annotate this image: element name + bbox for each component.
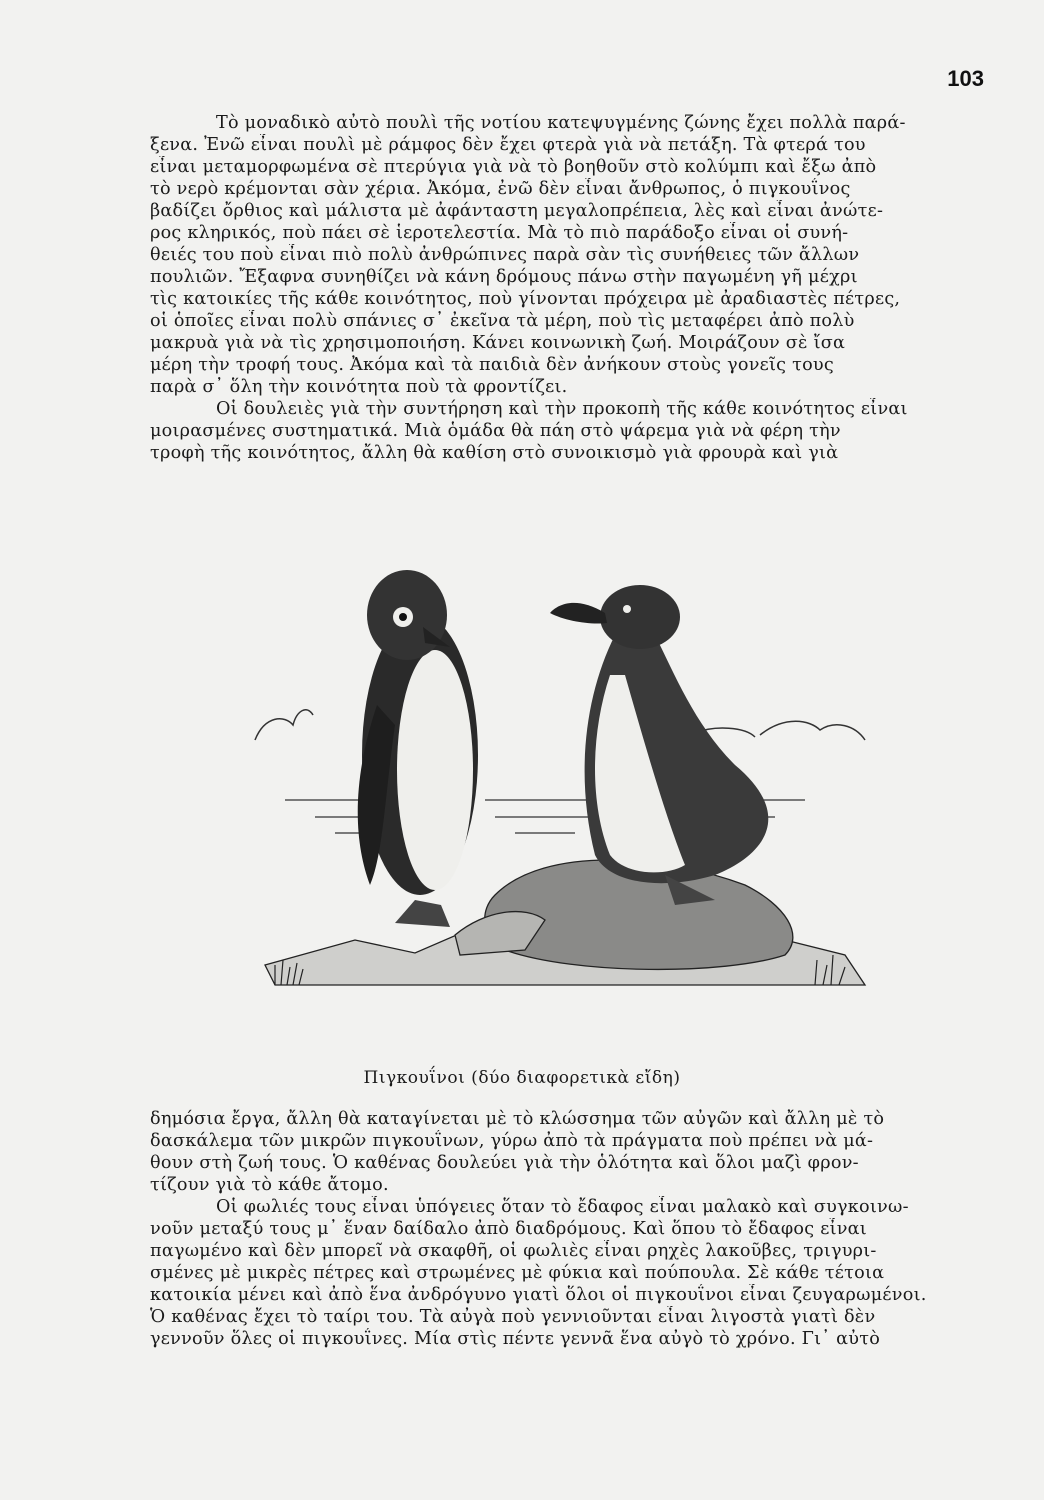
- cloud-strokes: [255, 710, 865, 740]
- text-line: θουν στὴ ζωή τους. Ὁ καθένας δουλεύει γιὰ τὴν ὁλότητα καὶ ὅλοι μαζὶ φρον-: [150, 1153, 859, 1173]
- body-text-bottom: [150, 1108, 990, 1350]
- text-line: βαδίζει ὄρθιος καὶ μάλιστα μὲ ἀφάνταστη μεγαλοπρέπεια, λὲς καὶ εἶναι ἀνώτε-: [150, 201, 884, 221]
- text-line: τὶς κατοικίες τῆς κάθε κοινότητος, ποὺ γίνονται πρόχειρα μὲ ἀραδιαστὲς πέτρες,: [150, 289, 901, 309]
- text-line: σμένες μὲ μικρὲς πέτρες καὶ στρωμένες μὲ φύκια καὶ πούπουλα. Σὲ κάθε τέτοια: [150, 1263, 885, 1283]
- left-penguin: [358, 570, 478, 927]
- text-line: οἱ ὁποῖες εἶναι πολὺ σπάνιες σ᾽ ἐκεῖνα τὰ μέρη, ποὺ τὶς μεταφέρει ἀπὸ πολὺ: [150, 311, 855, 331]
- text-line: Οἱ φωλιές τους εἶναι ὑπόγειες ὅταν τὸ ἔδαφος εἶναι μαλακὸ καὶ συγκοινω-: [216, 1197, 909, 1217]
- text-line: ξενα. Ἐνῶ εἶναι πουλὶ μὲ ράμφος δὲν ἔχει φτερὰ γιὰ νὰ πετάξη. Τὰ φτερά του: [150, 135, 866, 155]
- text-line: εἶναι μεταμορφωμένα σὲ πτερύγια γιὰ νὰ τὸ βοηθοῦν στὸ κολύμπι καὶ ἔξω ἀπὸ: [150, 157, 877, 177]
- text-line: τροφὴ τῆς κοινότητος, ἄλλη θὰ καθίση στὸ συνοικισμὸ γιὰ φρουρὰ καὶ γιὰ: [150, 443, 839, 463]
- text-line: παγωμένο καὶ δὲν μπορεῖ νὰ σκαφθῆ, οἱ φωλιὲς εἶναι ρηχὲς λακοῦβες, τριγυρι-: [150, 1241, 877, 1261]
- text-line: Ὁ καθένας ἔχει τὸ ταίρι του. Τὰ αὐγὰ ποὺ γεννιοῦνται εἶναι λιγοστὰ γιατὶ δὲν: [150, 1307, 876, 1327]
- text-line: θειές του ποὺ εἶναι πιὸ πολὺ ἀνθρώπινες παρὰ σὰν τὶς συνήθειες τῶν ἄλλων: [150, 245, 860, 265]
- text-line: Οἱ δουλειὲς γιὰ τὴν συντήρηση καὶ τὴν προκοπὴ τῆς κάθε κοινότητος εἶναι: [216, 399, 908, 419]
- text-line: νοῦν μεταξύ τους μ᾽ ἕναν δαίδαλο ἀπὸ διαδρόμους. Καὶ ὅπου τὸ ἔδαφος εἶναι: [150, 1219, 867, 1239]
- text-line: μοιρασμένες συστηματικά. Μιὰ ὁμάδα θὰ πάη στὸ ψάρεμα γιὰ νὰ φέρη τὴν: [150, 421, 841, 441]
- text-line: Τὸ μοναδικὸ αὐτὸ πουλὶ τῆς νοτίου κατεψυγμένης ζώνης ἔχει πολλὰ παρά-: [216, 113, 906, 133]
- body-text-top: [150, 112, 990, 464]
- text-line: μακρυὰ γιὰ νὰ τὶς χρησιμοποιήση. Κάνει κοινωνικὴ ζωή. Μοιράζουν σὲ ἴσα: [150, 333, 846, 353]
- text-line: γεννοῦν ὅλες οἱ πιγκουΐνες. Μία στὶς πέντε γεννᾶ ἕνα αὐγὸ τὸ χρόνο. Γι᾽ αὐτὸ: [150, 1329, 881, 1349]
- text-line: πουλιῶν. Ἔξαφνα συνηθίζει νὰ κάνη δρόμους πάνω στὴν παγωμένη γῆ μέχρι: [150, 267, 858, 287]
- text-line: δημόσια ἔργα, ἄλλη θὰ καταγίνεται μὲ τὸ κλώσσημα τῶν αὐγῶν καὶ ἄλλη μὲ τὸ: [150, 1109, 885, 1129]
- text-line: μέρη τὴν τροφή τους. Ἀκόμα καὶ τὰ παιδιὰ δὲν ἀνήκουν στοὺς γονεῖς τους: [150, 355, 834, 375]
- text-line: κατοικία μένει καὶ ἀπὸ ἕνα ἀνδρόγυνο γιατὶ ὅλοι οἱ πιγκουΐνοι εἶναι ζευγαρωμένοι.: [150, 1285, 927, 1305]
- text-line: τίζουν γιὰ τὸ κάθε ἄτομο.: [150, 1175, 389, 1195]
- page-number: 103: [947, 66, 984, 91]
- ice-ground: [265, 860, 865, 985]
- text-line: τὸ νερὸ κρέμονται σὰν χέρια. Ἀκόμα, ἐνῶ δὲν εἶναι ἄνθρωπος, ὁ πιγκουΐνος: [150, 179, 851, 199]
- right-penguin: [550, 585, 768, 905]
- text-line: δασκάλεμα τῶν μικρῶν πιγκουΐνων, γύρω ἀπὸ τὰ πράγματα ποὺ πρέπει νὰ μά-: [150, 1131, 874, 1151]
- figure-caption: Πιγκουΐνοι (δύο διαφορετικὰ εἴδη): [363, 1068, 681, 1088]
- text-line: ρος κληρικός, ποὺ πάει σὲ ἱεροτελεστία. Μὰ τὸ πιὸ παράδοξο εἶναι οἱ συνή-: [150, 223, 849, 243]
- text-line: παρὰ σ᾽ ὅλη τὴν κοινότητα ποὺ τὰ φροντίζει.: [150, 377, 568, 397]
- penguins-illustration: [245, 555, 895, 1035]
